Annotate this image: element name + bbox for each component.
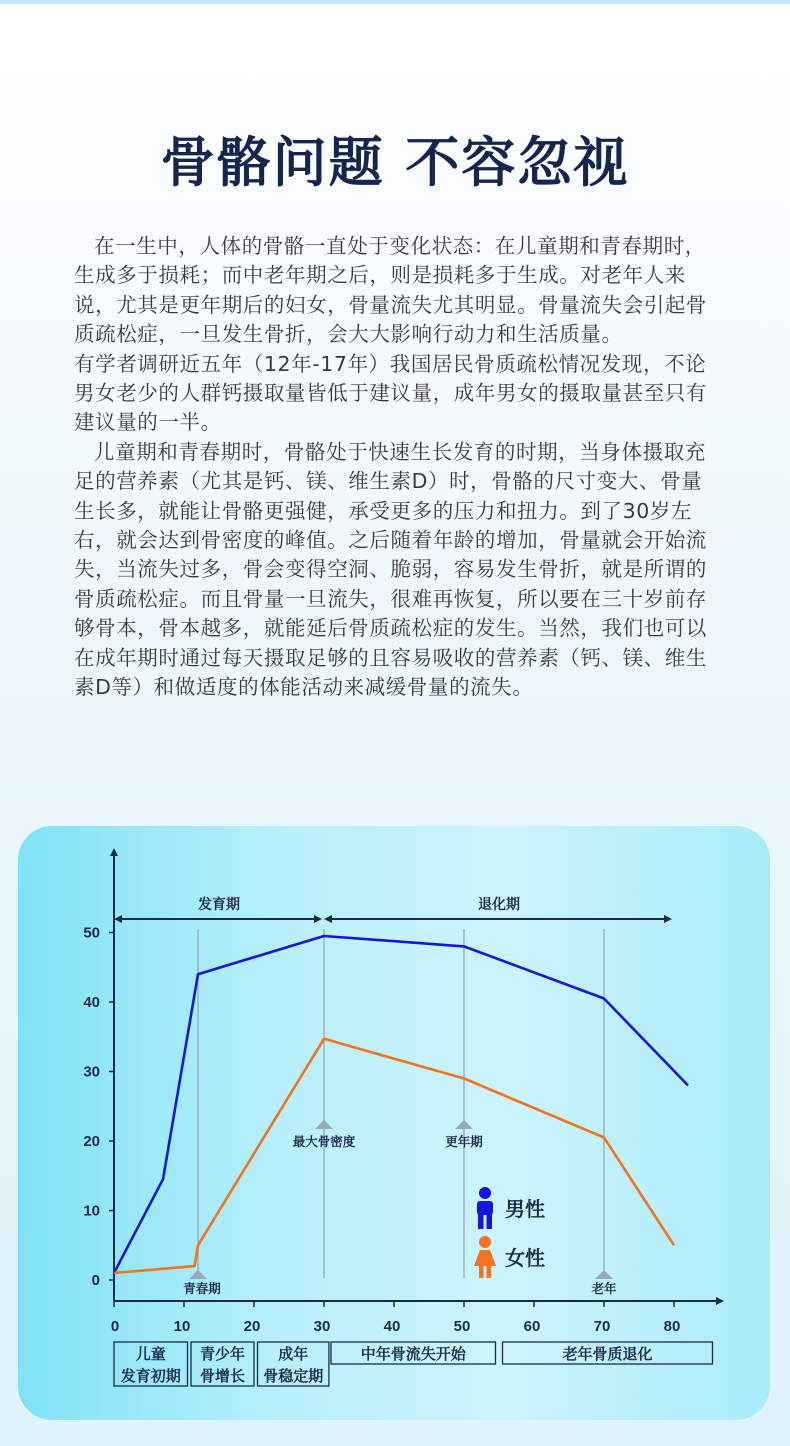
stage-label: 中年骨流失开始 [360,1345,466,1363]
x-tick-label: 30 [313,1318,331,1335]
stage-label: 发育初期 [120,1367,181,1385]
dress [474,1250,496,1266]
paragraph: 儿童期和青春期时，骨骼处于快速生长发育的时期，当身体摄取充足的营养素（尤其是钙、镁、维生素D）时，骨骼的尺寸变大、骨量生长多，就能让骨骼更强健，承受更多的压力和扭力。到了30岁左右，就会达到骨密度的峰值。之后随着年龄的增加，骨量就会开始流失，当流失过多，骨会变得空洞、脆弱，容易发生骨折，就是所谓的骨质疏松症。而且骨量一旦流失，很难再恢复，所以要在三十岁前存够骨本，骨本越多，就能延后骨质疏松症的发生。当然，我们也可以在成年期时通过每天摄取足够的且容易吸收的营养素（钙、镁、维生素D等）和做适度的体能活动来减缓骨量的流失。 [74,439,707,700]
y-tick-label: 50 [83,924,100,942]
head [479,1236,491,1248]
legend-label: 女性 [505,1246,545,1270]
phase-label: 退化期 [478,897,520,913]
y-tick-label: 40 [83,994,100,1011]
stage-label: 骨稳定期 [263,1367,324,1385]
stage-label: 青少年 [199,1345,246,1363]
x-tick-label: 20 [243,1318,261,1335]
y-tick-label: 0 [91,1272,100,1289]
page-title: 骨骼问题 不容忽视 [160,131,630,194]
stage-label: 儿童 [135,1345,166,1363]
marker-triangle-icon [455,1120,473,1129]
marker-label: 青春期 [183,1281,221,1296]
phase-label: 发育期 [198,897,240,913]
marker-triangle-icon [315,1120,333,1129]
torso [477,1201,493,1215]
x-tick-label: 50 [453,1318,471,1335]
male-person-icon [477,1187,493,1229]
y-tick-label: 20 [83,1133,100,1150]
x-tick-label: 80 [663,1318,681,1335]
paragraph: 有学者调研近五年（12年-17年）我国居民骨质疏松情况发现，不论男女老少的人群钙摄取量皆低于建议量，成年男女的摄取量甚至只有建议量的一半。 [74,351,707,435]
paragraph: 在一生中，人体的骨骼一直处于变化状态：在儿童期和青春期时，生成多于损耗；而中老年期之后，则是损耗多于生成。对老年人来说，尤其是更年期后的妇女，骨量流失尤其明显。骨量流失会引起骨质疏松症，一旦发生骨折，会大大影响行动力和生活质量。 [74,234,707,347]
marker-label: 老年 [591,1281,617,1296]
female-person-icon [474,1236,496,1278]
leg [487,1265,492,1278]
stage-label: 成年 [278,1345,309,1363]
x-tick-label: 70 [593,1318,611,1335]
leg [487,1214,493,1229]
marker-label: 最大骨密度 [292,1134,356,1149]
marker-label: 更年期 [445,1134,483,1149]
marker-triangle-icon [189,1270,207,1279]
x-tick-label: 0 [110,1318,120,1335]
y-tick-label: 10 [83,1202,100,1220]
head [479,1187,491,1199]
x-tick-label: 10 [173,1318,191,1335]
x-tick-label: 40 [383,1318,401,1335]
marker-triangle-icon [595,1270,613,1279]
male-series-line [114,936,688,1273]
leg [479,1265,484,1278]
leg [478,1214,484,1229]
stage-label: 骨增长 [199,1367,246,1385]
x-tick-label: 60 [523,1318,541,1335]
y-tick-label: 30 [83,1063,100,1081]
stage-label: 老年骨质退化 [562,1345,653,1363]
legend-label: 男性 [505,1197,545,1221]
